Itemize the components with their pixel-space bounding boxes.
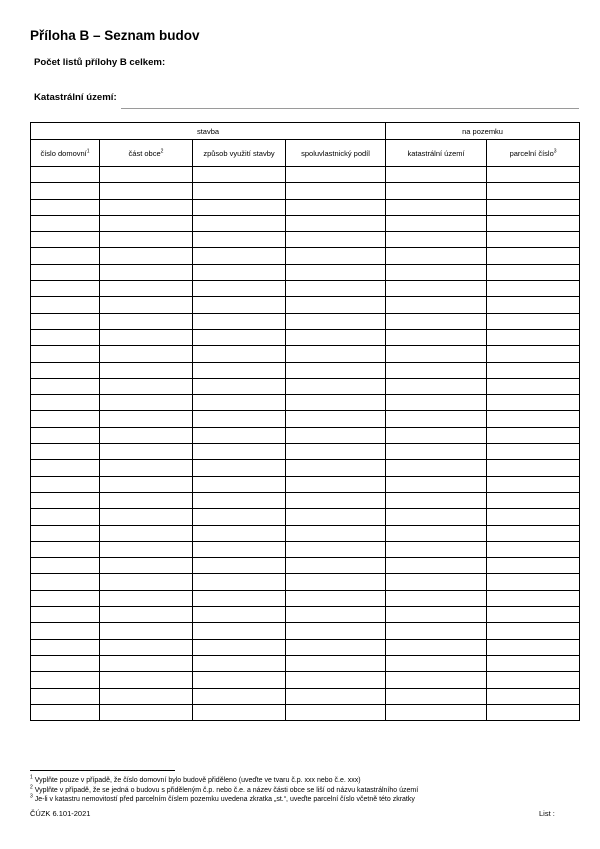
cell-usage[interactable]: [193, 248, 286, 264]
cell-ownership-share[interactable]: [286, 704, 386, 720]
cell-ownership-share[interactable]: [286, 655, 386, 671]
cell-parcel-number[interactable]: [487, 509, 580, 525]
cell-cadastral-area[interactable]: [386, 688, 487, 704]
cell-house-number[interactable]: [31, 492, 100, 508]
cell-usage[interactable]: [193, 590, 286, 606]
column-header-cadastral-area: katastrální území: [386, 140, 487, 167]
cell-house-number[interactable]: [31, 215, 100, 231]
cell-cadastral-area[interactable]: [386, 395, 487, 411]
cell-municipality-part[interactable]: [100, 378, 193, 394]
cell-house-number[interactable]: [31, 313, 100, 329]
cell-parcel-number[interactable]: [487, 313, 580, 329]
cell-usage[interactable]: [193, 655, 286, 671]
cell-cadastral-area[interactable]: [386, 183, 487, 199]
cell-parcel-number[interactable]: [487, 655, 580, 671]
cell-municipality-part[interactable]: [100, 183, 193, 199]
cell-cadastral-area[interactable]: [386, 264, 487, 280]
cell-house-number[interactable]: [31, 541, 100, 557]
cell-parcel-number[interactable]: [487, 623, 580, 639]
table-row: [31, 264, 580, 280]
cell-municipality-part[interactable]: [100, 264, 193, 280]
cell-ownership-share[interactable]: [286, 346, 386, 362]
cell-parcel-number[interactable]: [487, 297, 580, 313]
cell-house-number[interactable]: [31, 362, 100, 378]
cell-ownership-share[interactable]: [286, 574, 386, 590]
cell-house-number[interactable]: [31, 460, 100, 476]
cell-usage[interactable]: [193, 183, 286, 199]
cell-municipality-part[interactable]: [100, 167, 193, 183]
table-row: [31, 248, 580, 264]
cell-municipality-part[interactable]: [100, 525, 193, 541]
cell-house-number[interactable]: [31, 248, 100, 264]
footnote: $^1$ Vyplňte pouze v případě, že číslo domovní bylo budově přiděleno (uveďte ve tvaru č.p. xxx nebo č.e. xxx): [30, 774, 361, 784]
cell-cadastral-area[interactable]: [386, 509, 487, 525]
table-row: [31, 639, 580, 655]
cell-parcel-number[interactable]: [487, 688, 580, 704]
cell-usage[interactable]: [193, 688, 286, 704]
cell-parcel-number[interactable]: [487, 329, 580, 345]
group-header-land: na pozemku: [386, 123, 580, 140]
cell-cadastral-area[interactable]: [386, 558, 487, 574]
table-row: [31, 297, 580, 313]
cell-cadastral-area[interactable]: [386, 639, 487, 655]
cell-ownership-share[interactable]: [286, 183, 386, 199]
cadastral-area-label: Katastrální území:: [34, 92, 117, 103]
cell-parcel-number[interactable]: [487, 639, 580, 655]
cell-cadastral-area[interactable]: [386, 672, 487, 688]
cell-usage[interactable]: [193, 492, 286, 508]
cell-usage[interactable]: [193, 346, 286, 362]
cell-usage[interactable]: [193, 427, 286, 443]
cell-usage[interactable]: [193, 704, 286, 720]
cell-parcel-number[interactable]: [487, 574, 580, 590]
table-row: [31, 215, 580, 231]
table-row: [31, 395, 580, 411]
cell-municipality-part[interactable]: [100, 346, 193, 362]
cell-house-number[interactable]: [31, 378, 100, 394]
cell-house-number[interactable]: [31, 199, 100, 215]
cell-house-number[interactable]: [31, 574, 100, 590]
cell-parcel-number[interactable]: [487, 215, 580, 231]
cell-usage[interactable]: [193, 623, 286, 639]
cell-house-number[interactable]: [31, 232, 100, 248]
table-row: [31, 541, 580, 557]
table-row: [31, 623, 580, 639]
cell-municipality-part[interactable]: [100, 411, 193, 427]
cell-usage[interactable]: [193, 264, 286, 280]
cell-ownership-share[interactable]: [286, 476, 386, 492]
cell-parcel-number[interactable]: [487, 232, 580, 248]
cell-parcel-number[interactable]: [487, 427, 580, 443]
table-row: [31, 444, 580, 460]
footnote: $^3$ Je-li v katastru nemovitostí před parcelním číslem pozemku uvedena zkratka „st.“, uveďte parcelní číslo včetně této zkratky: [30, 793, 415, 803]
cell-ownership-share[interactable]: [286, 607, 386, 623]
cell-ownership-share[interactable]: [286, 167, 386, 183]
cell-usage[interactable]: [193, 607, 286, 623]
cell-cadastral-area[interactable]: [386, 411, 487, 427]
cell-usage[interactable]: [193, 199, 286, 215]
cell-parcel-number[interactable]: [487, 525, 580, 541]
cell-ownership-share[interactable]: [286, 460, 386, 476]
cell-parcel-number[interactable]: [487, 704, 580, 720]
cell-municipality-part[interactable]: [100, 215, 193, 231]
cell-house-number[interactable]: [31, 167, 100, 183]
cell-municipality-part[interactable]: [100, 574, 193, 590]
cell-house-number[interactable]: [31, 590, 100, 606]
cell-parcel-number[interactable]: [487, 411, 580, 427]
cadastral-area-field[interactable]: [121, 108, 579, 109]
cell-cadastral-area[interactable]: [386, 574, 487, 590]
cell-parcel-number[interactable]: [487, 444, 580, 460]
table-row: [31, 688, 580, 704]
cell-municipality-part[interactable]: [100, 607, 193, 623]
table-row: [31, 672, 580, 688]
cell-ownership-share[interactable]: [286, 329, 386, 345]
cell-house-number[interactable]: [31, 655, 100, 671]
table-row: [31, 199, 580, 215]
table-row: [31, 281, 580, 297]
cell-house-number[interactable]: [31, 688, 100, 704]
cell-municipality-part[interactable]: [100, 688, 193, 704]
cell-municipality-part[interactable]: [100, 476, 193, 492]
cell-ownership-share[interactable]: [286, 541, 386, 557]
cell-house-number[interactable]: [31, 639, 100, 655]
cell-cadastral-area[interactable]: [386, 607, 487, 623]
cell-ownership-share[interactable]: [286, 558, 386, 574]
cell-usage[interactable]: [193, 525, 286, 541]
cell-municipality-part[interactable]: [100, 639, 193, 655]
table-row: [31, 590, 580, 606]
cell-ownership-share[interactable]: [286, 427, 386, 443]
table-row: [31, 476, 580, 492]
cell-cadastral-area[interactable]: [386, 346, 487, 362]
cell-house-number[interactable]: [31, 444, 100, 460]
cell-ownership-share[interactable]: [286, 525, 386, 541]
cell-parcel-number[interactable]: [487, 378, 580, 394]
cell-ownership-share[interactable]: [286, 623, 386, 639]
cell-cadastral-area[interactable]: [386, 623, 487, 639]
cell-house-number[interactable]: [31, 607, 100, 623]
cell-usage[interactable]: [193, 362, 286, 378]
cell-parcel-number[interactable]: [487, 460, 580, 476]
cell-ownership-share[interactable]: [286, 444, 386, 460]
cell-cadastral-area[interactable]: [386, 427, 487, 443]
cell-cadastral-area[interactable]: [386, 313, 487, 329]
cell-municipality-part[interactable]: [100, 672, 193, 688]
cell-cadastral-area[interactable]: [386, 215, 487, 231]
cell-ownership-share[interactable]: [286, 248, 386, 264]
column-header-municipality-part: část obce$^2$: [100, 140, 193, 167]
cell-municipality-part[interactable]: [100, 281, 193, 297]
cell-parcel-number[interactable]: [487, 264, 580, 280]
cell-municipality-part[interactable]: [100, 460, 193, 476]
cell-ownership-share[interactable]: [286, 199, 386, 215]
cell-cadastral-area[interactable]: [386, 525, 487, 541]
group-header-building: stavba: [31, 123, 386, 140]
cell-parcel-number[interactable]: [487, 492, 580, 508]
footnotes: [30, 776, 418, 805]
sheet-number-label: List :: [539, 809, 555, 818]
column-header-ownership-share: spoluvlastnický podíl: [286, 140, 386, 167]
cell-cadastral-area[interactable]: [386, 378, 487, 394]
cell-municipality-part[interactable]: [100, 590, 193, 606]
table-row: [31, 362, 580, 378]
table-row: [31, 313, 580, 329]
cell-usage[interactable]: [193, 297, 286, 313]
cell-municipality-part[interactable]: [100, 395, 193, 411]
cell-parcel-number[interactable]: [487, 590, 580, 606]
form-code: ČÚZK 6.101-2021: [30, 809, 91, 818]
cell-usage[interactable]: [193, 395, 286, 411]
cell-usage[interactable]: [193, 215, 286, 231]
table-row: [31, 411, 580, 427]
cell-cadastral-area[interactable]: [386, 199, 487, 215]
cell-municipality-part[interactable]: [100, 362, 193, 378]
cell-usage[interactable]: [193, 509, 286, 525]
cell-municipality-part[interactable]: [100, 427, 193, 443]
cell-parcel-number[interactable]: [487, 248, 580, 264]
cell-house-number[interactable]: [31, 281, 100, 297]
column-header-house-number: číslo domovní$^1$: [31, 140, 100, 167]
cell-municipality-part[interactable]: [100, 232, 193, 248]
cell-parcel-number[interactable]: [487, 346, 580, 362]
cell-parcel-number[interactable]: [487, 362, 580, 378]
cell-cadastral-area[interactable]: [386, 590, 487, 606]
cell-cadastral-area[interactable]: [386, 655, 487, 671]
cell-municipality-part[interactable]: [100, 655, 193, 671]
cell-cadastral-area[interactable]: [386, 492, 487, 508]
column-header-usage: způsob využití stavby: [193, 140, 286, 167]
cell-parcel-number[interactable]: [487, 607, 580, 623]
table-row: [31, 655, 580, 671]
column-header-parcel-number: parcelní číslo$^3$: [487, 140, 580, 167]
cell-usage[interactable]: [193, 329, 286, 345]
cell-house-number[interactable]: [31, 476, 100, 492]
cell-municipality-part[interactable]: [100, 492, 193, 508]
table-row: [31, 232, 580, 248]
cell-parcel-number[interactable]: [487, 281, 580, 297]
table-row: [31, 525, 580, 541]
cell-house-number[interactable]: [31, 297, 100, 313]
cell-ownership-share[interactable]: [286, 395, 386, 411]
cell-cadastral-area[interactable]: [386, 232, 487, 248]
cell-house-number[interactable]: [31, 183, 100, 199]
cell-house-number[interactable]: [31, 672, 100, 688]
footnote-separator: [30, 770, 175, 771]
cell-ownership-share[interactable]: [286, 281, 386, 297]
cell-parcel-number[interactable]: [487, 167, 580, 183]
cell-ownership-share[interactable]: [286, 590, 386, 606]
cell-cadastral-area[interactable]: [386, 329, 487, 345]
cell-municipality-part[interactable]: [100, 623, 193, 639]
cell-municipality-part[interactable]: [100, 558, 193, 574]
cell-house-number[interactable]: [31, 264, 100, 280]
cell-house-number[interactable]: [31, 525, 100, 541]
table-row: [31, 427, 580, 443]
cell-usage[interactable]: [193, 281, 286, 297]
cell-municipality-part[interactable]: [100, 509, 193, 525]
footnote: $^2$ Vyplňte v případě, že se jedná o budovu s přiděleným č.p. nebo č.e. a název části obce se liší od názvu katastrálního území: [30, 784, 419, 794]
cell-ownership-share[interactable]: [286, 639, 386, 655]
cell-cadastral-area[interactable]: [386, 362, 487, 378]
cell-ownership-share[interactable]: [286, 362, 386, 378]
cell-house-number[interactable]: [31, 346, 100, 362]
table-row: [31, 167, 580, 183]
cell-usage[interactable]: [193, 639, 286, 655]
table-row: [31, 346, 580, 362]
cell-usage[interactable]: [193, 378, 286, 394]
cell-ownership-share[interactable]: [286, 297, 386, 313]
cell-usage[interactable]: [193, 460, 286, 476]
cell-ownership-share[interactable]: [286, 411, 386, 427]
cell-municipality-part[interactable]: [100, 199, 193, 215]
cell-parcel-number[interactable]: [487, 541, 580, 557]
cell-municipality-part[interactable]: [100, 541, 193, 557]
cell-municipality-part[interactable]: [100, 248, 193, 264]
table-row: [31, 183, 580, 199]
cell-ownership-share[interactable]: [286, 378, 386, 394]
table-row: [31, 492, 580, 508]
table-row: [31, 574, 580, 590]
table-row: [31, 378, 580, 394]
cell-usage[interactable]: [193, 444, 286, 460]
cell-house-number[interactable]: [31, 509, 100, 525]
cell-house-number[interactable]: [31, 704, 100, 720]
cell-municipality-part[interactable]: [100, 704, 193, 720]
cell-cadastral-area[interactable]: [386, 476, 487, 492]
cell-cadastral-area[interactable]: [386, 281, 487, 297]
cell-usage[interactable]: [193, 672, 286, 688]
cell-municipality-part[interactable]: [100, 297, 193, 313]
cell-cadastral-area[interactable]: [386, 248, 487, 264]
cell-parcel-number[interactable]: [487, 395, 580, 411]
cell-cadastral-area[interactable]: [386, 444, 487, 460]
cell-parcel-number[interactable]: [487, 199, 580, 215]
cell-cadastral-area[interactable]: [386, 167, 487, 183]
cell-usage[interactable]: [193, 541, 286, 557]
cell-usage[interactable]: [193, 313, 286, 329]
cell-usage[interactable]: [193, 574, 286, 590]
cell-parcel-number[interactable]: [487, 183, 580, 199]
table-row: [31, 558, 580, 574]
cell-house-number[interactable]: [31, 427, 100, 443]
cell-house-number[interactable]: [31, 395, 100, 411]
cell-house-number[interactable]: [31, 329, 100, 345]
cell-house-number[interactable]: [31, 411, 100, 427]
cell-cadastral-area[interactable]: [386, 460, 487, 476]
cell-ownership-share[interactable]: [286, 313, 386, 329]
table-row: [31, 607, 580, 623]
table-row: [31, 329, 580, 345]
cell-cadastral-area[interactable]: [386, 541, 487, 557]
table-row: [31, 460, 580, 476]
cell-cadastral-area[interactable]: [386, 297, 487, 313]
cell-ownership-share[interactable]: [286, 215, 386, 231]
page-title: Příloha B – Seznam budov: [30, 28, 200, 43]
cell-ownership-share[interactable]: [286, 492, 386, 508]
cell-usage[interactable]: [193, 558, 286, 574]
cell-ownership-share[interactable]: [286, 509, 386, 525]
cell-house-number[interactable]: [31, 558, 100, 574]
cell-cadastral-area[interactable]: [386, 704, 487, 720]
cell-parcel-number[interactable]: [487, 476, 580, 492]
cell-ownership-share[interactable]: [286, 264, 386, 280]
sheet-count-label: Počet listů přílohy B celkem:: [34, 57, 166, 68]
cell-ownership-share[interactable]: [286, 232, 386, 248]
cell-usage[interactable]: [193, 232, 286, 248]
cell-ownership-share[interactable]: [286, 688, 386, 704]
buildings-table: [30, 122, 580, 721]
cell-usage[interactable]: [193, 411, 286, 427]
cell-ownership-share[interactable]: [286, 672, 386, 688]
cell-municipality-part[interactable]: [100, 313, 193, 329]
table-row: [31, 704, 580, 720]
cell-parcel-number[interactable]: [487, 672, 580, 688]
cell-usage[interactable]: [193, 476, 286, 492]
cell-parcel-number[interactable]: [487, 558, 580, 574]
cell-municipality-part[interactable]: [100, 444, 193, 460]
cell-usage[interactable]: [193, 167, 286, 183]
table-row: [31, 509, 580, 525]
cell-municipality-part[interactable]: [100, 329, 193, 345]
cell-house-number[interactable]: [31, 623, 100, 639]
